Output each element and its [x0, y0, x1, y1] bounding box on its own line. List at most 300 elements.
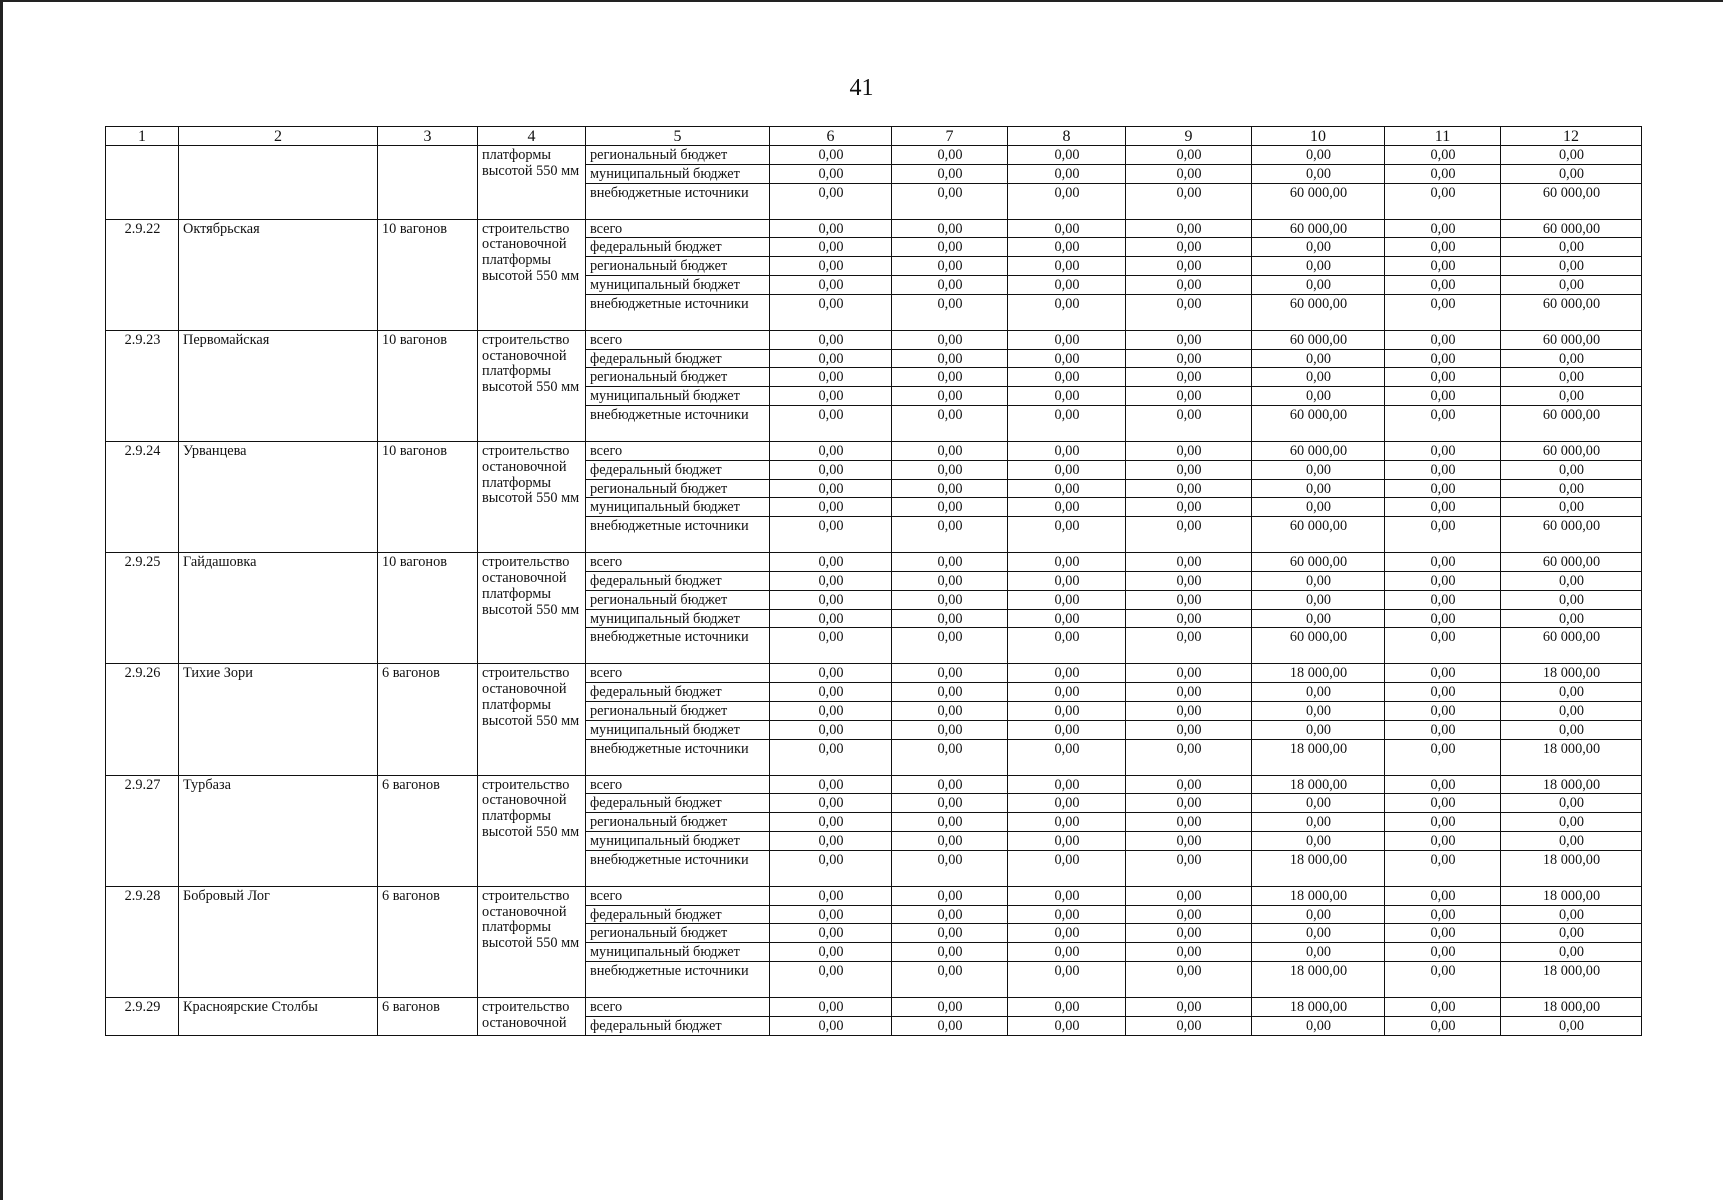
work-description-cell: строительство остановочной платформы высотой 550 мм — [478, 775, 586, 886]
column-header-1: 1 — [106, 127, 179, 146]
value-cell: 0,00 — [1385, 905, 1501, 924]
value-cell: 0,00 — [1126, 330, 1252, 349]
value-cell: 0,00 — [1501, 609, 1642, 628]
value-cell: 0,00 — [1252, 590, 1385, 609]
value-cell: 0,00 — [1252, 368, 1385, 387]
value-cell: 0,00 — [1252, 479, 1385, 498]
column-header-12: 12 — [1501, 127, 1642, 146]
column-header-2: 2 — [179, 127, 378, 146]
value-cell: 0,00 — [1008, 553, 1126, 572]
value-cell: 0,00 — [892, 1016, 1008, 1035]
value-cell: 0,00 — [1126, 664, 1252, 683]
value-cell: 0,00 — [1385, 997, 1501, 1016]
funding-source-cell: всего — [586, 886, 770, 905]
value-cell: 0,00 — [1501, 275, 1642, 294]
value-cell: 0,00 — [1501, 238, 1642, 257]
value-cell: 0,00 — [1252, 275, 1385, 294]
value-cell: 0,00 — [892, 683, 1008, 702]
value-cell: 18 000,00 — [1501, 886, 1642, 905]
funding-source-cell: муниципальный бюджет — [586, 609, 770, 628]
value-cell: 0,00 — [1008, 720, 1126, 739]
value-cell: 0,00 — [1126, 257, 1252, 276]
value-cell: 0,00 — [1126, 219, 1252, 238]
value-cell: 0,00 — [1501, 813, 1642, 832]
value-cell: 0,00 — [1008, 590, 1126, 609]
value-cell: 0,00 — [1385, 498, 1501, 517]
value-cell: 0,00 — [1126, 831, 1252, 850]
value-cell: 0,00 — [1126, 164, 1252, 183]
value-cell: 0,00 — [892, 571, 1008, 590]
value-cell: 0,00 — [1252, 257, 1385, 276]
value-cell: 0,00 — [1126, 553, 1252, 572]
value-cell: 0,00 — [1385, 349, 1501, 368]
value-cell: 60 000,00 — [1252, 517, 1385, 553]
scan-edge-top — [0, 0, 1723, 2]
value-cell: 60 000,00 — [1252, 441, 1385, 460]
value-cell: 0,00 — [892, 460, 1008, 479]
table-header — [106, 127, 1642, 146]
value-cell: 0,00 — [770, 183, 892, 219]
value-cell: 60 000,00 — [1252, 219, 1385, 238]
value-cell: 0,00 — [892, 720, 1008, 739]
value-cell: 0,00 — [1008, 460, 1126, 479]
value-cell: 0,00 — [892, 275, 1008, 294]
value-cell: 0,00 — [1385, 739, 1501, 775]
funding-source-cell: региональный бюджет — [586, 701, 770, 720]
value-cell: 0,00 — [1008, 794, 1126, 813]
value-cell: 0,00 — [892, 146, 1008, 165]
funding-source-cell: федеральный бюджет — [586, 349, 770, 368]
value-cell: 18 000,00 — [1501, 850, 1642, 886]
value-cell: 0,00 — [1008, 628, 1126, 664]
value-cell: 0,00 — [770, 609, 892, 628]
value-cell: 0,00 — [892, 387, 1008, 406]
value-cell: 0,00 — [770, 886, 892, 905]
value-cell: 0,00 — [770, 441, 892, 460]
station-name-cell: Турбаза — [179, 775, 378, 886]
item-code-cell: 2.9.27 — [106, 775, 179, 886]
value-cell: 0,00 — [1008, 257, 1126, 276]
value-cell: 0,00 — [1126, 405, 1252, 441]
value-cell: 0,00 — [770, 683, 892, 702]
value-cell: 18 000,00 — [1252, 775, 1385, 794]
value-cell: 0,00 — [1252, 683, 1385, 702]
funding-source-cell: федеральный бюджет — [586, 905, 770, 924]
value-cell: 0,00 — [1126, 498, 1252, 517]
budget-table-container — [105, 126, 1641, 1036]
value-cell: 0,00 — [892, 775, 1008, 794]
value-cell: 0,00 — [1501, 498, 1642, 517]
value-cell: 0,00 — [1385, 886, 1501, 905]
value-cell: 0,00 — [770, 460, 892, 479]
value-cell: 0,00 — [1252, 349, 1385, 368]
value-cell: 0,00 — [1385, 387, 1501, 406]
value-cell: 60 000,00 — [1501, 219, 1642, 238]
funding-source-cell: федеральный бюджет — [586, 1016, 770, 1035]
funding-source-cell: всего — [586, 997, 770, 1016]
cars-count-cell: 10 вагонов — [378, 553, 478, 664]
funding-source-cell: региональный бюджет — [586, 479, 770, 498]
value-cell: 0,00 — [1126, 813, 1252, 832]
value-cell: 0,00 — [892, 943, 1008, 962]
value-cell: 0,00 — [770, 275, 892, 294]
value-cell: 18 000,00 — [1252, 739, 1385, 775]
funding-source-cell: внебюджетные источники — [586, 405, 770, 441]
value-cell: 0,00 — [1008, 349, 1126, 368]
value-cell: 0,00 — [1008, 739, 1126, 775]
value-cell: 0,00 — [1252, 498, 1385, 517]
value-cell: 0,00 — [1501, 943, 1642, 962]
funding-source-cell: муниципальный бюджет — [586, 164, 770, 183]
value-cell: 0,00 — [1385, 330, 1501, 349]
value-cell: 0,00 — [1126, 479, 1252, 498]
value-cell: 0,00 — [892, 405, 1008, 441]
value-cell: 60 000,00 — [1252, 405, 1385, 441]
value-cell: 0,00 — [892, 886, 1008, 905]
value-cell: 0,00 — [892, 664, 1008, 683]
value-cell: 0,00 — [1126, 628, 1252, 664]
value-cell: 0,00 — [1501, 571, 1642, 590]
item-code-cell: 2.9.24 — [106, 441, 179, 552]
table-row — [106, 886, 1642, 905]
value-cell: 0,00 — [1126, 349, 1252, 368]
value-cell: 60 000,00 — [1252, 628, 1385, 664]
value-cell: 0,00 — [1501, 387, 1642, 406]
value-cell: 0,00 — [1385, 294, 1501, 330]
funding-source-cell: внебюджетные источники — [586, 850, 770, 886]
funding-source-cell: федеральный бюджет — [586, 794, 770, 813]
value-cell: 0,00 — [1501, 349, 1642, 368]
value-cell: 0,00 — [1501, 368, 1642, 387]
work-description-cell: строительство остановочной платформы высотой 550 мм — [478, 886, 586, 997]
value-cell: 0,00 — [1252, 813, 1385, 832]
value-cell: 0,00 — [1008, 997, 1126, 1016]
value-cell: 0,00 — [1126, 238, 1252, 257]
cars-count-cell: 10 вагонов — [378, 441, 478, 552]
value-cell: 0,00 — [1126, 294, 1252, 330]
value-cell: 0,00 — [1008, 479, 1126, 498]
funding-source-cell: внебюджетные источники — [586, 628, 770, 664]
value-cell: 0,00 — [770, 368, 892, 387]
value-cell: 0,00 — [892, 701, 1008, 720]
table-row — [106, 997, 1642, 1016]
work-description-cell: строительство остановочной платформы высотой 550 мм — [478, 441, 586, 552]
value-cell: 60 000,00 — [1252, 294, 1385, 330]
value-cell: 0,00 — [1126, 943, 1252, 962]
funding-source-cell: внебюджетные источники — [586, 294, 770, 330]
item-code-cell: 2.9.26 — [106, 664, 179, 775]
value-cell: 0,00 — [1126, 905, 1252, 924]
funding-source-cell: региональный бюджет — [586, 590, 770, 609]
value-cell: 0,00 — [1385, 257, 1501, 276]
value-cell: 18 000,00 — [1252, 997, 1385, 1016]
value-cell: 0,00 — [892, 349, 1008, 368]
value-cell: 0,00 — [770, 850, 892, 886]
value-cell: 0,00 — [892, 590, 1008, 609]
value-cell: 0,00 — [892, 330, 1008, 349]
value-cell: 0,00 — [1385, 405, 1501, 441]
value-cell: 0,00 — [1385, 701, 1501, 720]
value-cell: 60 000,00 — [1252, 553, 1385, 572]
item-code-cell: 2.9.25 — [106, 553, 179, 664]
value-cell: 18 000,00 — [1501, 961, 1642, 997]
value-cell: 0,00 — [770, 943, 892, 962]
value-cell: 0,00 — [1252, 924, 1385, 943]
value-cell: 0,00 — [770, 720, 892, 739]
value-cell: 0,00 — [1501, 146, 1642, 165]
funding-source-cell: муниципальный бюджет — [586, 275, 770, 294]
value-cell: 0,00 — [770, 349, 892, 368]
value-cell: 0,00 — [1008, 405, 1126, 441]
table-row — [106, 146, 1642, 165]
value-cell: 0,00 — [770, 238, 892, 257]
work-description-cell: платформы высотой 550 мм — [478, 146, 586, 220]
value-cell: 0,00 — [1385, 183, 1501, 219]
value-cell: 0,00 — [1385, 943, 1501, 962]
value-cell: 0,00 — [1385, 850, 1501, 886]
value-cell: 0,00 — [1385, 441, 1501, 460]
value-cell: 0,00 — [1252, 720, 1385, 739]
cars-count-cell: 10 вагонов — [378, 330, 478, 441]
value-cell: 0,00 — [1252, 1016, 1385, 1035]
value-cell: 60 000,00 — [1252, 330, 1385, 349]
value-cell: 0,00 — [892, 183, 1008, 219]
value-cell: 0,00 — [1385, 794, 1501, 813]
column-header-7: 7 — [892, 127, 1008, 146]
column-header-5: 5 — [586, 127, 770, 146]
value-cell: 0,00 — [770, 294, 892, 330]
work-description-cell: строительство остановочной платформы высотой 550 мм — [478, 664, 586, 775]
value-cell: 0,00 — [1008, 1016, 1126, 1035]
value-cell: 0,00 — [1385, 720, 1501, 739]
value-cell: 0,00 — [770, 517, 892, 553]
value-cell: 0,00 — [892, 479, 1008, 498]
funding-source-cell: региональный бюджет — [586, 257, 770, 276]
value-cell: 0,00 — [1008, 183, 1126, 219]
value-cell: 0,00 — [1126, 441, 1252, 460]
value-cell: 0,00 — [1252, 387, 1385, 406]
value-cell: 0,00 — [1008, 961, 1126, 997]
item-code-cell: 2.9.29 — [106, 997, 179, 1035]
value-cell: 0,00 — [770, 794, 892, 813]
funding-source-cell: федеральный бюджет — [586, 683, 770, 702]
value-cell: 0,00 — [770, 553, 892, 572]
value-cell: 0,00 — [892, 961, 1008, 997]
value-cell: 0,00 — [1008, 275, 1126, 294]
value-cell: 18 000,00 — [1252, 886, 1385, 905]
value-cell: 0,00 — [1385, 479, 1501, 498]
value-cell: 18 000,00 — [1501, 997, 1642, 1016]
value-cell: 0,00 — [892, 850, 1008, 886]
value-cell: 0,00 — [892, 498, 1008, 517]
work-description-cell: строительство остановочной платформы высотой 550 мм — [478, 553, 586, 664]
value-cell: 0,00 — [1126, 701, 1252, 720]
value-cell: 0,00 — [892, 794, 1008, 813]
value-cell: 60 000,00 — [1501, 553, 1642, 572]
cars-count-cell: 10 вагонов — [378, 219, 478, 330]
value-cell: 0,00 — [770, 775, 892, 794]
value-cell: 0,00 — [892, 813, 1008, 832]
column-header-8: 8 — [1008, 127, 1126, 146]
value-cell: 0,00 — [1385, 238, 1501, 257]
value-cell: 0,00 — [892, 997, 1008, 1016]
value-cell: 0,00 — [1008, 330, 1126, 349]
value-cell: 0,00 — [892, 924, 1008, 943]
value-cell: 0,00 — [1501, 924, 1642, 943]
station-name-cell: Гайдашовка — [179, 553, 378, 664]
value-cell: 0,00 — [1126, 1016, 1252, 1035]
value-cell: 0,00 — [892, 164, 1008, 183]
table-row — [106, 219, 1642, 238]
value-cell: 0,00 — [1008, 701, 1126, 720]
value-cell: 0,00 — [1126, 850, 1252, 886]
value-cell: 0,00 — [1252, 238, 1385, 257]
station-name-cell: Октябрьская — [179, 219, 378, 330]
value-cell: 0,00 — [1501, 460, 1642, 479]
funding-source-cell: муниципальный бюджет — [586, 943, 770, 962]
value-cell: 0,00 — [1126, 368, 1252, 387]
station-name-cell: Бобровый Лог — [179, 886, 378, 997]
value-cell: 0,00 — [1385, 628, 1501, 664]
value-cell: 0,00 — [1126, 460, 1252, 479]
value-cell: 18 000,00 — [1252, 664, 1385, 683]
funding-source-cell: региональный бюджет — [586, 368, 770, 387]
value-cell: 0,00 — [1126, 683, 1252, 702]
value-cell: 0,00 — [770, 387, 892, 406]
value-cell: 0,00 — [892, 219, 1008, 238]
funding-source-cell: муниципальный бюджет — [586, 831, 770, 850]
value-cell: 0,00 — [1501, 164, 1642, 183]
station-name-cell — [179, 146, 378, 220]
value-cell: 0,00 — [770, 739, 892, 775]
value-cell: 0,00 — [1126, 886, 1252, 905]
funding-source-cell: всего — [586, 330, 770, 349]
column-header-6: 6 — [770, 127, 892, 146]
column-header-4: 4 — [478, 127, 586, 146]
station-name-cell: Первомайская — [179, 330, 378, 441]
value-cell: 0,00 — [1385, 460, 1501, 479]
value-cell: 0,00 — [1126, 775, 1252, 794]
value-cell: 0,00 — [1385, 924, 1501, 943]
value-cell: 0,00 — [1252, 146, 1385, 165]
funding-source-cell: муниципальный бюджет — [586, 387, 770, 406]
work-description-cell: строительство остановочной платформы высотой 550 мм — [478, 219, 586, 330]
value-cell: 0,00 — [1008, 683, 1126, 702]
value-cell: 0,00 — [1008, 813, 1126, 832]
value-cell: 0,00 — [1008, 517, 1126, 553]
value-cell: 0,00 — [1008, 164, 1126, 183]
item-code-cell: 2.9.23 — [106, 330, 179, 441]
page-number: 41 — [849, 75, 874, 101]
table-row — [106, 664, 1642, 683]
station-name-cell: Красноярские Столбы — [179, 997, 378, 1035]
funding-source-cell: федеральный бюджет — [586, 460, 770, 479]
value-cell: 0,00 — [1126, 571, 1252, 590]
work-description-cell: строительство остановочной — [478, 997, 586, 1035]
value-cell: 0,00 — [1126, 609, 1252, 628]
value-cell: 0,00 — [1385, 571, 1501, 590]
value-cell: 0,00 — [1385, 553, 1501, 572]
value-cell: 0,00 — [770, 997, 892, 1016]
value-cell: 0,00 — [1501, 1016, 1642, 1035]
value-cell: 0,00 — [1126, 590, 1252, 609]
value-cell: 0,00 — [1252, 905, 1385, 924]
value-cell: 0,00 — [1501, 794, 1642, 813]
value-cell: 0,00 — [1385, 683, 1501, 702]
funding-source-cell: муниципальный бюджет — [586, 498, 770, 517]
value-cell: 0,00 — [770, 664, 892, 683]
value-cell: 0,00 — [1252, 609, 1385, 628]
value-cell: 0,00 — [1252, 701, 1385, 720]
funding-source-cell: внебюджетные источники — [586, 739, 770, 775]
value-cell: 0,00 — [892, 739, 1008, 775]
item-code-cell: 2.9.22 — [106, 219, 179, 330]
value-cell: 0,00 — [1126, 997, 1252, 1016]
value-cell: 0,00 — [1501, 479, 1642, 498]
value-cell: 0,00 — [1385, 146, 1501, 165]
funding-source-cell: региональный бюджет — [586, 924, 770, 943]
value-cell: 0,00 — [1008, 387, 1126, 406]
value-cell: 0,00 — [1385, 961, 1501, 997]
value-cell: 0,00 — [770, 831, 892, 850]
code-cell — [106, 146, 179, 220]
value-cell: 0,00 — [892, 368, 1008, 387]
value-cell: 0,00 — [892, 609, 1008, 628]
value-cell: 0,00 — [892, 238, 1008, 257]
value-cell: 0,00 — [1008, 441, 1126, 460]
value-cell: 60 000,00 — [1501, 517, 1642, 553]
column-header-9: 9 — [1126, 127, 1252, 146]
value-cell: 0,00 — [1008, 886, 1126, 905]
value-cell: 0,00 — [1385, 275, 1501, 294]
value-cell: 0,00 — [1126, 387, 1252, 406]
value-cell: 0,00 — [1385, 775, 1501, 794]
value-cell: 0,00 — [770, 628, 892, 664]
value-cell: 0,00 — [1008, 609, 1126, 628]
value-cell: 0,00 — [770, 813, 892, 832]
table-row — [106, 553, 1642, 572]
value-cell: 0,00 — [1008, 368, 1126, 387]
station-name-cell: Урванцева — [179, 441, 378, 552]
cars-count-cell: 6 вагонов — [378, 886, 478, 997]
cars-cell — [378, 146, 478, 220]
value-cell: 0,00 — [770, 571, 892, 590]
value-cell: 0,00 — [1008, 238, 1126, 257]
value-cell: 0,00 — [1126, 183, 1252, 219]
value-cell: 0,00 — [1008, 924, 1126, 943]
value-cell: 18 000,00 — [1252, 850, 1385, 886]
value-cell: 0,00 — [1008, 294, 1126, 330]
value-cell: 0,00 — [892, 517, 1008, 553]
funding-source-cell: региональный бюджет — [586, 146, 770, 165]
value-cell: 0,00 — [1252, 943, 1385, 962]
value-cell: 0,00 — [1385, 517, 1501, 553]
funding-source-cell: всего — [586, 553, 770, 572]
value-cell: 0,00 — [1385, 219, 1501, 238]
value-cell: 0,00 — [1126, 794, 1252, 813]
value-cell: 18 000,00 — [1501, 664, 1642, 683]
value-cell: 0,00 — [892, 628, 1008, 664]
funding-source-cell: внебюджетные источники — [586, 517, 770, 553]
value-cell: 0,00 — [1385, 609, 1501, 628]
value-cell: 0,00 — [1008, 664, 1126, 683]
value-cell: 0,00 — [1008, 571, 1126, 590]
value-cell: 0,00 — [770, 498, 892, 517]
table-body — [106, 146, 1642, 1036]
value-cell: 0,00 — [1385, 1016, 1501, 1035]
funding-source-cell: федеральный бюджет — [586, 238, 770, 257]
value-cell: 0,00 — [770, 164, 892, 183]
